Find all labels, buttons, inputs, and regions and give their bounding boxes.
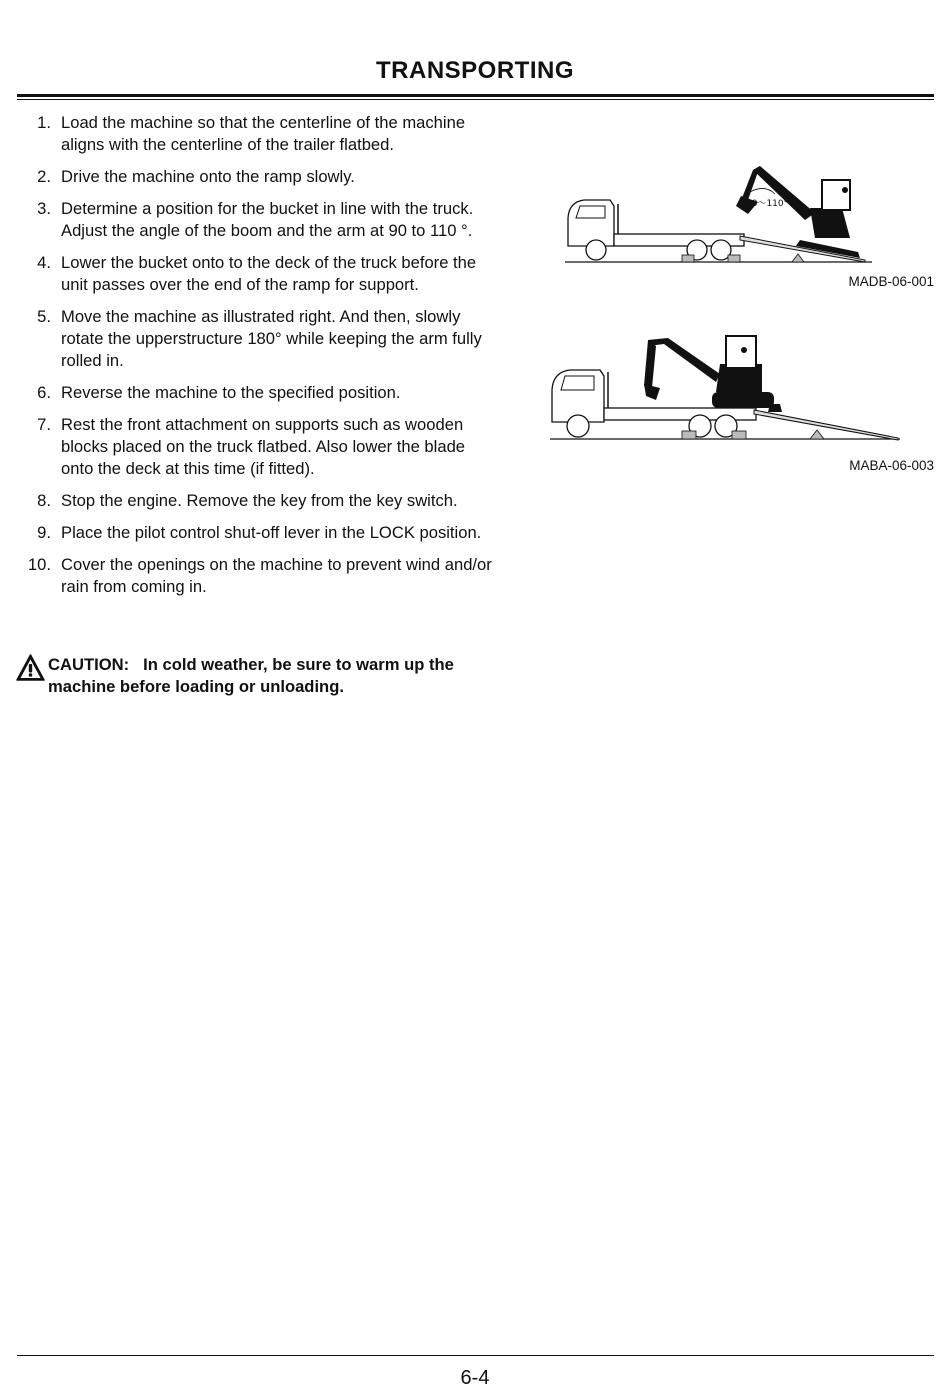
step-text: Place the pilot control shut-off lever in the LOCK position.	[61, 523, 482, 542]
figure-code: MADB-06-001	[848, 274, 934, 289]
step-item	[18, 112, 493, 156]
step-item	[18, 414, 493, 480]
step-item	[18, 166, 493, 188]
step-item	[18, 382, 493, 404]
page-title: TRANSPORTING	[376, 57, 574, 84]
rotated-on-truck-illustration	[548, 330, 904, 445]
step-text: Move the machine as illustrated right. And then, slowly rotate the upperstructure 180° while keeping the arm fully rolled in.	[61, 307, 482, 370]
title-rule-thin	[17, 99, 934, 100]
step-text: Lower the bucket onto to the deck of the truck before the unit passes over the end of the ramp for support.	[61, 253, 477, 294]
step-number: 8.	[37, 491, 51, 510]
step-number: 1.	[37, 113, 51, 132]
step-item	[18, 198, 493, 242]
step-text: Stop the engine. Remove the key from the key switch.	[61, 491, 458, 510]
step-item	[18, 490, 493, 512]
step-text: Cover the openings on the machine to prevent wind and/or rain from coming in.	[61, 555, 492, 596]
step-item	[18, 252, 493, 296]
step-text: Rest the front attachment on supports such as wooden blocks placed on the truck flatbed. Also lower the blade onto the deck at this time (if fitted).	[61, 415, 466, 478]
figure-code: MABA-06-003	[849, 458, 934, 473]
page-number: 6-4	[460, 1367, 490, 1389]
step-item	[18, 522, 493, 544]
procedure-steps	[18, 112, 493, 608]
step-number: 9.	[37, 523, 51, 542]
footer-rule	[17, 1355, 934, 1356]
step-number: 3.	[37, 199, 51, 218]
step-text: Drive the machine onto the ramp slowly.	[61, 167, 355, 186]
step-text: Reverse the machine to the specified position.	[61, 383, 401, 402]
step-text: Load the machine so that the centerline of the machine aligns with the centerline of the trailer flatbed.	[61, 113, 466, 154]
step-number: 5.	[37, 307, 51, 326]
step-number: 6.	[37, 383, 51, 402]
step-number: 7.	[37, 415, 51, 434]
title-rule	[17, 94, 934, 97]
step-number: 4.	[37, 253, 51, 272]
loading-ramp-illustration	[560, 158, 880, 268]
warning-triangle-icon	[16, 654, 45, 681]
step-number: 10.	[27, 555, 51, 574]
step-number: 2.	[37, 167, 51, 186]
caution-label: CAUTION:	[48, 655, 130, 674]
caution-note	[16, 654, 486, 698]
caution-text	[16, 654, 486, 698]
step-item	[18, 306, 493, 372]
caution-message: In cold weather, be sure to warm up the machine before loading or unloading.	[48, 655, 454, 696]
step-text: Determine a position for the bucket in line with the truck. Adjust the angle of the boom and the arm at 90 to 110 °.	[61, 199, 474, 240]
step-item	[18, 554, 493, 598]
angle-label: 90～110°	[746, 199, 789, 209]
